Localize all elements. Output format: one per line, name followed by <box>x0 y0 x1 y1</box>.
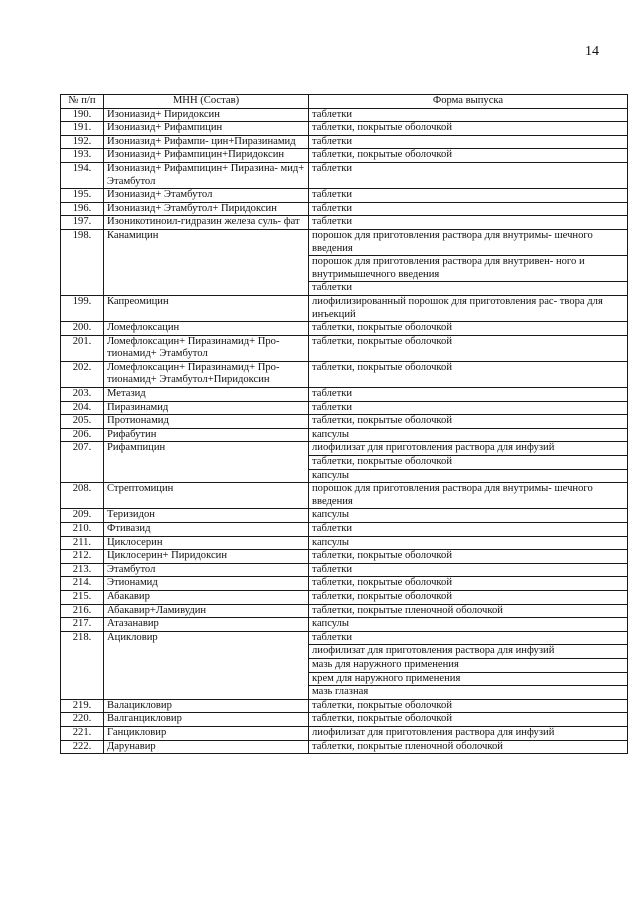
table-row <box>61 483 628 509</box>
release-form: таблетки <box>312 388 353 400</box>
drug-name: Фтивазид <box>104 523 309 537</box>
row-number: 199. <box>61 295 104 321</box>
drug-table <box>60 94 628 754</box>
release-forms <box>309 577 628 591</box>
release-forms <box>309 202 628 216</box>
release-form: капсулы <box>312 618 350 630</box>
row-number: 198. <box>61 229 104 295</box>
release-forms <box>309 483 628 509</box>
drug-name: Капреомицин <box>104 295 309 321</box>
release-form: таблетки, покрытые оболочкой <box>312 550 452 562</box>
drug-name: Рифампицин <box>104 442 309 483</box>
table-row <box>61 699 628 713</box>
release-forms <box>309 415 628 429</box>
table-row <box>61 726 628 740</box>
table-row <box>61 713 628 727</box>
release-form: капсулы <box>312 509 350 521</box>
drug-name: Изониазид+ Рифампицин+Пиридоксин <box>104 149 309 163</box>
row-number: 212. <box>61 550 104 564</box>
release-forms <box>309 726 628 740</box>
release-forms <box>309 604 628 618</box>
drug-name: Изониазид+ Этамбутол <box>104 189 309 203</box>
drug-name: Изониазид+ Этамбутол+ Пиридоксин <box>104 202 309 216</box>
release-form: таблетки, покрытые оболочкой <box>312 335 452 347</box>
row-number: 209. <box>61 509 104 523</box>
table-row <box>61 631 628 699</box>
release-forms <box>309 295 628 321</box>
drug-name: Рифабутин <box>104 428 309 442</box>
release-forms <box>309 563 628 577</box>
drug-name: Пиразинамид <box>104 401 309 415</box>
row-number: 193. <box>61 149 104 163</box>
row-number: 196. <box>61 202 104 216</box>
release-forms <box>309 428 628 442</box>
table-row <box>61 149 628 163</box>
table-row <box>61 229 628 295</box>
release-form: таблетки, покрытые оболочкой <box>312 149 452 161</box>
table-row <box>61 550 628 564</box>
table-row <box>61 162 628 188</box>
table-row <box>61 361 628 387</box>
row-number: 200. <box>61 322 104 336</box>
drug-name: Этионамид <box>104 577 309 591</box>
release-form: таблетки <box>312 135 353 147</box>
row-number: 190. <box>61 108 104 122</box>
row-number: 214. <box>61 577 104 591</box>
table-row <box>61 401 628 415</box>
drug-name: Изоникотиноил-гидразин железа суль- фат <box>104 216 309 230</box>
row-number: 206. <box>61 428 104 442</box>
table-row <box>61 577 628 591</box>
drug-name: Протионамид <box>104 415 309 429</box>
release-forms <box>309 590 628 604</box>
row-number: 213. <box>61 563 104 577</box>
table-row <box>61 335 628 361</box>
drug-name: Ломефлоксацин+ Пиразинамид+ Про- тионамид+ Этамбутол <box>104 335 309 361</box>
release-forms <box>309 740 628 754</box>
release-forms <box>309 216 628 230</box>
row-number: 192. <box>61 135 104 149</box>
release-form: лиофилизат для приготовления раствора для инфузий <box>312 726 555 738</box>
table-row <box>61 202 628 216</box>
row-number: 195. <box>61 189 104 203</box>
release-forms <box>309 335 628 361</box>
header-form: Форма выпуска <box>309 95 628 109</box>
release-form: капсулы <box>312 536 350 548</box>
release-form: таблетки, покрытые оболочкой <box>312 577 452 589</box>
table-row <box>61 189 628 203</box>
drug-name: Ацикловир <box>104 631 309 699</box>
table-row <box>61 536 628 550</box>
table-row <box>61 388 628 402</box>
release-form: таблетки <box>312 563 353 575</box>
release-form: таблетки <box>312 282 353 294</box>
drug-name: Метазид <box>104 388 309 402</box>
release-form: таблетки, покрытые оболочкой <box>312 713 452 725</box>
release-form: таблетки <box>312 162 353 174</box>
release-forms <box>309 550 628 564</box>
release-form: таблетки, покрытые оболочкой <box>312 415 452 427</box>
drug-name: Абакавир <box>104 590 309 604</box>
table-row <box>61 135 628 149</box>
table-row <box>61 322 628 336</box>
row-number: 215. <box>61 590 104 604</box>
page-number: 14 <box>585 44 599 59</box>
release-form: таблетки <box>312 523 353 534</box>
release-forms <box>309 536 628 550</box>
row-number: 191. <box>61 122 104 136</box>
drug-name: Ганцикловир <box>104 726 309 740</box>
release-form: порошок для приготовления раствора для внутривен- ного и внутримышечного введения <box>309 256 627 282</box>
release-forms <box>309 162 628 188</box>
release-forms <box>309 149 628 163</box>
table-row <box>61 108 628 122</box>
row-number: 201. <box>61 335 104 361</box>
release-form: лиофилизат для приготовления раствора для инфузий <box>309 442 627 456</box>
drug-name: Изониазид+ Рифампицин+ Пиразина- мид+ Этамбутол <box>104 162 309 188</box>
table-row <box>61 563 628 577</box>
drug-name: Этамбутол <box>104 563 309 577</box>
table-row <box>61 509 628 523</box>
drug-name: Стрептомицин <box>104 483 309 509</box>
row-number: 205. <box>61 415 104 429</box>
release-form: порошок для приготовления раствора для внутримы- шечного введения <box>312 483 593 507</box>
release-forms <box>309 122 628 136</box>
drug-name: Валганцикловир <box>104 713 309 727</box>
row-number: 204. <box>61 401 104 415</box>
release-forms <box>309 509 628 523</box>
release-form: лиофилизированный порошок для приготовления рас- твора для инъекций <box>312 295 603 320</box>
release-form: таблетки, покрытые оболочкой <box>312 361 452 373</box>
row-number: 208. <box>61 483 104 509</box>
release-form: таблетки <box>312 202 353 214</box>
row-number: 202. <box>61 361 104 387</box>
release-forms <box>309 401 628 415</box>
table-row <box>61 442 628 483</box>
row-number: 220. <box>61 713 104 727</box>
release-form: таблетки, покрытые оболочкой <box>309 456 627 470</box>
drug-name: Теризидон <box>104 509 309 523</box>
drug-name: Изониазид+ Рифампи- цин+Пиразинамид <box>104 135 309 149</box>
drug-name: Ломефлоксацин+ Пиразинамид+ Про- тионамид+ Этамбутол+Пиридоксин <box>104 361 309 387</box>
drug-name: Дарунавир <box>104 740 309 754</box>
release-forms <box>309 189 628 203</box>
release-form: таблетки, покрытые пленочной оболочкой <box>312 740 503 752</box>
release-forms <box>309 361 628 387</box>
drug-name: Ломефлоксацин <box>104 322 309 336</box>
header-name: МНН (Состав) <box>104 95 309 109</box>
release-form: таблетки, покрытые оболочкой <box>312 699 452 711</box>
release-form: таблетки <box>312 108 353 120</box>
release-form: мазь для наружного применения <box>309 659 627 673</box>
release-forms <box>309 322 628 336</box>
release-form: таблетки, покрытые оболочкой <box>312 590 452 602</box>
release-form: лиофилизат для приготовления раствора для инфузий <box>309 645 627 659</box>
release-form: капсулы <box>312 428 350 440</box>
table-row <box>61 740 628 754</box>
table-row <box>61 523 628 537</box>
table-row <box>61 415 628 429</box>
drug-name: Циклосерин <box>104 536 309 550</box>
row-number: 203. <box>61 388 104 402</box>
row-number: 217. <box>61 618 104 632</box>
row-number: 207. <box>61 442 104 483</box>
release-forms <box>309 713 628 727</box>
release-forms <box>309 108 628 122</box>
row-number: 194. <box>61 162 104 188</box>
table-row <box>61 618 628 632</box>
row-number: 222. <box>61 740 104 754</box>
release-form: капсулы <box>312 469 350 481</box>
release-form: таблетки, покрытые оболочкой <box>312 322 452 334</box>
table-row <box>61 216 628 230</box>
table-row <box>61 295 628 321</box>
header-num: № п/п <box>61 95 104 109</box>
table-row <box>61 590 628 604</box>
release-forms <box>309 388 628 402</box>
drug-name: Канамицин <box>104 229 309 295</box>
drug-name: Атазанавир <box>104 618 309 632</box>
release-forms <box>309 699 628 713</box>
release-forms <box>309 631 628 699</box>
drug-name: Изониазид+ Рифампицин <box>104 122 309 136</box>
drug-name: Изониазид+ Пиридоксин <box>104 108 309 122</box>
row-number: 218. <box>61 631 104 699</box>
release-forms <box>309 618 628 632</box>
release-form: таблетки <box>312 401 353 413</box>
row-number: 211. <box>61 536 104 550</box>
drug-name: Циклосерин+ Пиридоксин <box>104 550 309 564</box>
release-forms <box>309 442 628 483</box>
row-number: 216. <box>61 604 104 618</box>
release-form: порошок для приготовления раствора для внутримы- шечного введения <box>309 230 627 256</box>
table-row <box>61 428 628 442</box>
row-number: 197. <box>61 216 104 230</box>
release-form: мазь глазная <box>312 686 369 698</box>
row-number: 210. <box>61 523 104 537</box>
table-row <box>61 122 628 136</box>
table-row <box>61 604 628 618</box>
release-forms <box>309 135 628 149</box>
release-form: таблетки <box>312 216 353 228</box>
drug-name: Абакавир+Ламивудин <box>104 604 309 618</box>
release-form: таблетки <box>309 632 627 646</box>
drug-name: Валацикловир <box>104 699 309 713</box>
release-forms <box>309 229 628 295</box>
release-form: крем для наружного применения <box>309 673 627 687</box>
row-number: 219. <box>61 699 104 713</box>
release-form: таблетки <box>312 189 353 201</box>
release-form: таблетки, покрытые пленочной оболочкой <box>312 604 503 616</box>
table-header-row <box>61 95 628 109</box>
row-number: 221. <box>61 726 104 740</box>
release-forms <box>309 523 628 537</box>
release-form: таблетки, покрытые оболочкой <box>312 122 452 134</box>
